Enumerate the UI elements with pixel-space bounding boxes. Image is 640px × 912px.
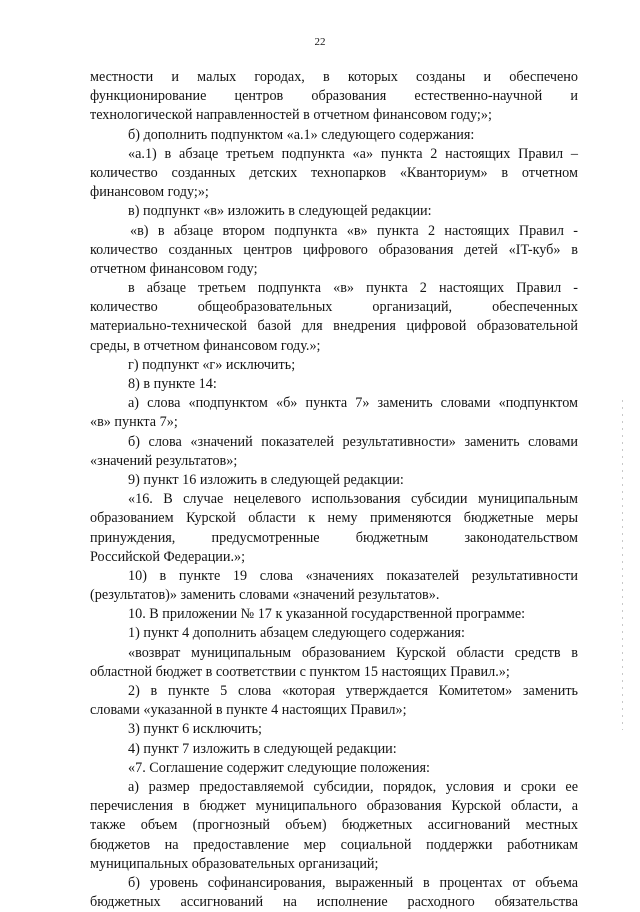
text-line: «в» пункта 7»; (90, 414, 178, 431)
text-line: 8) в пункте 14: (128, 376, 217, 392)
text-line: 10) в пункте 19 слова «значениях показателей результативности (128, 567, 578, 584)
text-line: 1) пункт 4 дополнить абзацем следующего содержания: (128, 625, 465, 642)
text-line: а) размер предоставляемой субсидии, порядок, условия и сроки ее (128, 778, 578, 795)
text-line: «значений результатов»; (90, 452, 238, 469)
text-line: также объем (прогнозный объем) бюджетных ассигнований местных (90, 817, 578, 834)
text-line: б) слова «значений показателей результативности» заменить словами (128, 433, 578, 450)
text-line: технологической направленностей в отчетном финансовом году;»; (90, 107, 492, 124)
text-line: «а.1) в абзаце третьем подпункта «а» пункта 2 настоящих Правил – (128, 145, 578, 162)
text-line: 3) пункт 6 исключить; (128, 721, 262, 738)
text-line: местности и малых городах, в которых созданы и обеспечено (90, 69, 578, 85)
text-line: отчетном финансовом году; (90, 260, 258, 277)
text-line: функционирование центров образования естественно-научной и (90, 88, 578, 105)
scan-edge-mark (622, 400, 623, 730)
text-line: г) подпункт «г» исключить; (128, 356, 296, 373)
text-line: образованием Курской области к нему применяются бюджетные меры (90, 510, 578, 527)
text-line: в абзаце третьем подпункта «в» пункта 2 настоящих Правил - (128, 280, 578, 297)
text-line: 10. В приложении № 17 к указанной государственной программе: (128, 606, 526, 623)
text-line: областной бюджет в соответствии с пунктом 15 настоящих Правил.»; (90, 663, 510, 680)
text-line: 2) в пункте 5 слова «которая утверждается Комитетом» заменить (128, 683, 578, 699)
text-line: 9) пункт 16 изложить в следующей редакции: (128, 471, 404, 488)
text-line: количество общеобразовательных организаций, обеспеченных (90, 299, 578, 316)
text-line: «7. Соглашение содержит следующие положения: (128, 759, 430, 776)
text-line: в) подпункт «в» изложить в следующей редакции: (128, 203, 432, 220)
text-line: материально-технической базой для внедрения цифровой образовательной (90, 318, 578, 335)
text-line: бюджетных ассигнований на исполнение расходного обязательства (90, 894, 578, 911)
text-line: бюджетов на предоставление мер социальной поддержки работникам (90, 836, 578, 853)
text-line: принуждения, предусмотренные бюджетным законодательством (90, 529, 578, 546)
text-line: муниципальных образовательных организаций; (90, 855, 379, 872)
text-line: а) слова «подпунктом «б» пункта 7» заменить словами «подпунктом (128, 395, 578, 412)
text-line: количество созданных центров цифрового образования детей «IT-куб» в (90, 241, 578, 258)
text-line: словами «указанной в пункте 4 настоящих Правил»; (90, 702, 407, 719)
text-line: «16. В случае нецелевого использования субсидии муниципальным (128, 491, 578, 508)
text-line: перечисления в бюджет муниципального образования Курской области, а (90, 798, 578, 815)
text-line: (результатов)» заменить словами «значений результатов». (90, 587, 440, 604)
text-line: среды, в отчетном финансовом году.»; (90, 337, 321, 354)
page-number: 22 (314, 36, 326, 48)
text-line: 4) пункт 7 изложить в следующей редакции: (128, 740, 397, 757)
text-line: «в) в абзаце втором подпункта «в» пункта 2 настоящих Правил - (130, 222, 578, 239)
text-line: «возврат муниципальным образованием Курской области средств в (128, 644, 578, 661)
text-line: Российской Федерации.»; (90, 548, 246, 565)
document-body (90, 68, 578, 912)
text-line: б) дополнить подпунктом «а.1» следующего содержания: (128, 126, 475, 143)
text-line: финансовом году;»; (90, 184, 209, 201)
text-line: б) уровень софинансирования, выраженный в процентах от объема (128, 874, 578, 891)
text-line: количество созданных детских технопарков «Кванториум» в отчетном (90, 164, 578, 181)
